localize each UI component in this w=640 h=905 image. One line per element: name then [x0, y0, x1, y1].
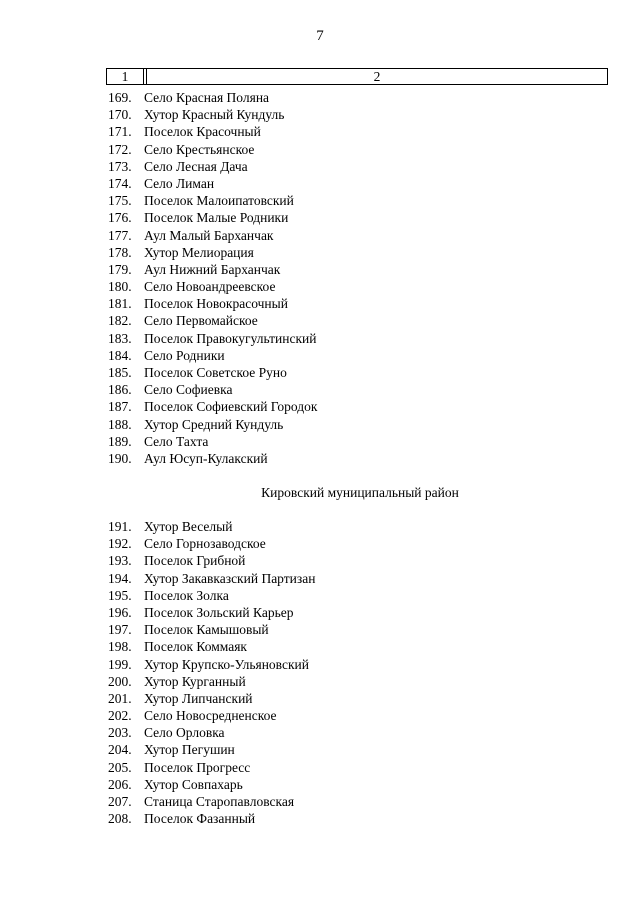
item-name: Поселок Малые Родники [144, 210, 289, 226]
list-item [108, 244, 317, 261]
item-number: 205. [108, 759, 132, 775]
item-name: Поселок Коммаяк [144, 639, 247, 655]
item-number: 180. [108, 279, 132, 295]
list-item [108, 141, 317, 158]
item-name: Хутор Закавказский Партизан [144, 570, 316, 586]
list-item [108, 570, 315, 587]
item-name: Село Первомайское [144, 313, 258, 329]
list-item [108, 793, 315, 810]
item-name: Село Горнозаводское [144, 536, 266, 552]
item-name: Аул Малый Барханчак [144, 227, 274, 243]
item-name: Хутор Красный Кундуль [144, 107, 285, 123]
item-name: Хутор Липчанский [144, 690, 253, 706]
table-header [106, 68, 608, 85]
list-item [108, 621, 315, 638]
list-item [108, 364, 317, 381]
item-name: Поселок Софиевский Городок [144, 399, 318, 415]
item-number: 195. [108, 587, 132, 603]
list-item [108, 673, 315, 690]
item-name: Аул Юсуп-Кулакский [144, 450, 268, 466]
list-item [108, 741, 315, 758]
item-number: 191. [108, 519, 132, 534]
list-item [108, 261, 317, 278]
list-item [108, 106, 317, 123]
list-item [108, 312, 317, 329]
item-name: Село Новоандреевское [144, 279, 276, 295]
list-item [108, 810, 315, 827]
list-item [108, 587, 315, 604]
item-number: 189. [108, 433, 132, 449]
section-title: Кировский муниципальный район [261, 485, 459, 500]
list-item [108, 381, 317, 398]
item-number: 173. [108, 158, 132, 174]
item-name: Село Крестьянское [144, 141, 255, 157]
item-number: 174. [108, 175, 132, 191]
list-item [108, 347, 317, 364]
list-item [108, 278, 317, 295]
item-number: 187. [108, 399, 132, 415]
list-item [108, 209, 317, 226]
item-number: 169. [108, 90, 132, 105]
item-name: Поселок Золка [144, 587, 229, 603]
item-number: 197. [108, 622, 132, 638]
item-number: 184. [108, 347, 132, 363]
list-item [108, 759, 315, 776]
list-item [108, 638, 315, 655]
item-name: Поселок Фазанный [144, 811, 256, 827]
item-name: Село Софиевка [144, 382, 233, 398]
item-name: Село Новосредненское [144, 708, 277, 724]
item-number: 172. [108, 141, 132, 157]
item-name: Село Тахта [144, 433, 209, 449]
list-item [108, 707, 315, 724]
item-number: 190. [108, 450, 132, 466]
item-name: Поселок Правокугультинский [144, 330, 317, 346]
item-number: 200. [108, 673, 132, 689]
item-name: Поселок Грибной [144, 553, 246, 569]
list-item [108, 656, 315, 673]
item-name: Хутор Совпахарь [144, 776, 243, 792]
settlement-list-b [108, 518, 315, 827]
item-name: Хутор Курганный [144, 673, 246, 689]
list-item [108, 123, 317, 140]
item-number: 185. [108, 365, 132, 380]
item-number: 203. [108, 725, 132, 741]
item-number: 178. [108, 244, 132, 260]
item-number: 206. [108, 776, 132, 792]
item-number: 183. [108, 330, 132, 346]
item-name: Хутор Веселый [144, 519, 233, 534]
item-name: Аул Нижний Барханчак [144, 261, 281, 277]
item-number: 202. [108, 708, 132, 724]
list-item [108, 552, 315, 569]
item-number: 179. [108, 261, 132, 277]
list-item [108, 433, 317, 450]
item-number: 186. [108, 382, 132, 398]
table-header-col2: 2 [373, 69, 381, 84]
list-item [108, 416, 317, 433]
item-name: Село Орловка [144, 725, 225, 741]
item-number: 170. [108, 107, 132, 123]
item-name: Хутор Крупско-Ульяновский [144, 656, 309, 672]
item-number: 181. [108, 296, 132, 312]
item-number: 207. [108, 794, 132, 809]
item-name: Станица Старопавловская [144, 794, 295, 809]
item-number: 192. [108, 536, 132, 552]
item-number: 176. [108, 210, 132, 226]
item-name: Поселок Камышовый [144, 622, 269, 638]
list-item [108, 535, 315, 552]
item-number: 198. [108, 639, 132, 655]
item-name: Поселок Малоипатовский [144, 193, 294, 209]
item-number: 199. [108, 656, 132, 672]
item-number: 196. [108, 604, 132, 620]
list-item [108, 518, 315, 535]
page-number: 7 [316, 28, 324, 44]
item-name: Село Родники [144, 347, 225, 363]
item-name: Село Лесная Дача [144, 158, 248, 174]
item-name: Поселок Прогресс [144, 759, 251, 775]
item-name: Поселок Зольский Карьер [144, 604, 294, 620]
list-item [108, 604, 315, 621]
item-name: Хутор Средний Кундуль [144, 416, 284, 432]
table-header-col1: 1 [107, 69, 144, 84]
item-name: Хутор Мелиорация [144, 244, 254, 260]
list-item [108, 330, 317, 347]
list-item [108, 89, 317, 106]
item-name: Село Лиман [144, 175, 215, 191]
item-number: 182. [108, 313, 132, 329]
list-item [108, 724, 315, 741]
item-number: 201. [108, 690, 132, 706]
item-number: 175. [108, 193, 132, 209]
item-name: Поселок Красочный [144, 124, 261, 140]
list-item [108, 158, 317, 175]
item-number: 193. [108, 553, 132, 569]
item-name: Поселок Советское Руно [144, 365, 287, 380]
list-item [108, 175, 317, 192]
item-number: 204. [108, 742, 132, 758]
list-item [108, 450, 317, 467]
settlement-list-a [108, 89, 317, 467]
list-item [108, 227, 317, 244]
item-name: Поселок Новокрасочный [144, 296, 288, 312]
item-number: 208. [108, 811, 132, 827]
list-item [108, 295, 317, 312]
item-number: 171. [108, 124, 132, 140]
list-item [108, 690, 315, 707]
list-item [108, 776, 315, 793]
item-name: Хутор Пегушин [144, 742, 235, 758]
item-number: 188. [108, 416, 132, 432]
list-item [108, 192, 317, 209]
item-number: 194. [108, 570, 132, 586]
item-name: Село Красная Поляна [144, 90, 270, 105]
list-item [108, 398, 317, 415]
item-number: 177. [108, 227, 132, 243]
